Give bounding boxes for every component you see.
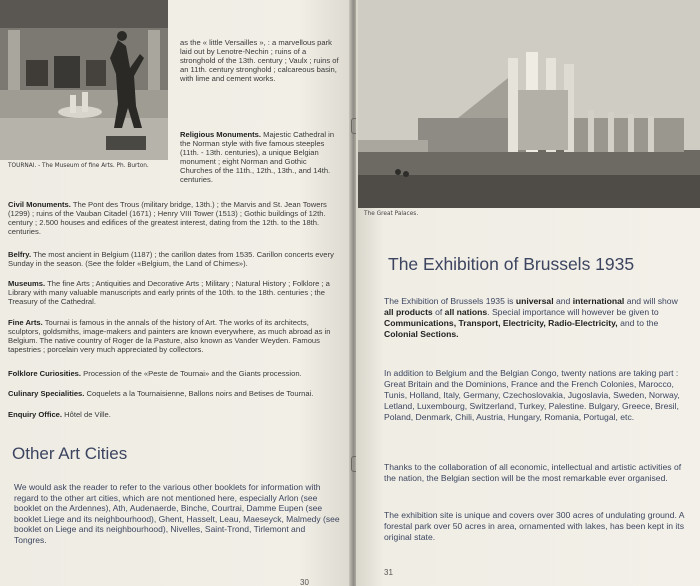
other-art-cities-heading: Other Art Cities [12,444,128,463]
intro-text-b: and will show [626,296,678,306]
intro-and: and [555,296,571,306]
belfry-paragraph [8,250,342,268]
intro-all-nations: all nations [444,307,488,317]
enquiry-label: Enquiry Office. [8,410,63,419]
culinary-label: Culinary Specialities. [8,389,85,398]
religious-monuments-text: Majestic Cathedral in the Norman style with five famous steeples (11th. - 13th. centuries), a unique Belgian monument ; eight Norman and Gothic Churches of the 11th., 12th., 13th., and 14th. centuries. [180,130,335,184]
exhibition-intro-paragraph: The Exhibition of Brussels 1935 is universal and international and will show all products of all nations. Special importance will however be given to Communications, Transport, Electricity, Radio-Electricity, and to the Colonial Sections. [384,296,678,339]
intro-all-products: all products [384,307,433,317]
folklore-text: Procession of the «Peste de Tournai» and the Giants procession. [83,369,302,378]
palaces-photo-caption: The Great Palaces. [364,211,419,217]
culinary-paragraph [8,389,342,398]
fine-arts-paragraph [8,318,342,354]
museums-paragraph [8,279,342,306]
right-page-number: 31 [384,568,393,577]
great-palaces-photo [358,0,700,208]
fine-arts-text: Tournai is famous in the annals of the history of Art. The works of its architects, sculptors, goldsmiths, image-makers and painters are known everywhere, as much abroad as in Belgium. The native country of Roger de la Pasture, also known as Vander Weyden. Famous tapestries ; porcelain very much appreciated by collectors. [8,318,331,354]
intro-international: international [572,296,625,306]
participating-nations-paragraph: In addition to Belgium and the Belgian Congo, twenty nations are taking part : Great Britain and the Dominions, France and the French Colonies, Marocco, Tunis, Holland, Italy, Germany, Czechoslovakia, Jugoslavia, Sweden, Norway, Letland, Luxembourg, Switzerland, Turkey, Palestine. Bulgary, Greece, Bresil, Poland, Denmark, Chili, Austria, Hungary, Romania, Portugal, etc. [384,368,680,422]
enquiry-text: Hôtel de Ville. [64,410,111,419]
intro-text-a: The Exhibition of Brussels 1935 is [384,296,514,306]
fine-arts-label: Fine Arts. [8,318,43,327]
culinary-text: Coquelets a la Tournaisienne, Ballons noirs and Betises de Tournai. [86,389,314,398]
exhibition-heading: The Exhibition of Brussels 1935 [388,254,635,274]
museum-illustration [0,0,168,160]
museums-text: The fine Arts ; Antiquities and Decorative Arts ; Military ; Natural History ; Folklore ; a Library with many valuable manuscripts and early prints of the 10th. to the 18th. centuries ; the Treasury of the Cathedral. [8,279,330,306]
other-art-cities-paragraph: We would ask the reader to refer to the various other booklets for information with regard to the other art cities, which are not mentioned here, especially Arlon (see booklet on the Ardennes), Ath, Audenaerde, Binche, Courtrai, Damme Eupen (see booklet Liege and its neighbourhood), Ghent, Hasselt, Leau, Maeseyck, Malmedy (see booklet on Liege and its neighbourhood), Nivelles, Saint-Trond, Tirlemont and Tongres. [14,482,340,545]
palace-illustration [358,0,700,208]
museum-photo [0,0,168,160]
belfry-text: The most ancient in Belgium (1187) ; the carillon dates from 1535. Carillon concerts every Sunday in the season. (See the folder «Belgium, the Land of Chimes»). [8,250,334,268]
intro-communications: Communications, Transport, Electricity, Radio-Electricity, [384,318,618,328]
intro-text-c: Special importance will however be given to [491,307,659,317]
museum-photo-caption: TOURNAI. - The Museum of fine Arts. Ph. Burton. [8,163,149,169]
exhibition-site-paragraph: The exhibition site is unique and covers over 300 acres of undulating ground. A forestal park over 50 acres in area, ornamented with lakes, has been kept in its original state. [384,510,685,542]
folklore-label: Folklore Curiosities. [8,369,82,378]
museums-label: Museums. [8,279,46,288]
belfry-label: Belfry. [8,250,32,259]
folklore-paragraph [8,369,342,378]
versailles-paragraph: as the « little Versailles », : a marvellous park laid out by Lenotre-Nechin ; ruins of a stronghold of the 13th. century ; Vaulx ; ruins of an 11th. century stronghold ; calcareous basin, with lime and cement works. [180,38,339,83]
intro-universal: universal [515,296,554,306]
intro-colonial: Colonial Sections. [384,329,459,339]
intro-of: of [435,307,443,317]
civil-monuments-paragraph [8,200,342,236]
collaboration-paragraph: Thanks to the collaboration of all economic, intellectual and artistic activities of the nation, the Belgian section will be the most remarkable ever organised. [384,462,682,483]
religious-monuments-paragraph [180,130,340,184]
religious-monuments-label: Religious Monuments. [180,130,262,139]
intro-and-to-the: and to the [620,318,659,328]
civil-monuments-label: Civil Monuments. [8,200,71,209]
civil-monuments-text: The Pont des Trous (military bridge, 13th.) ; the Marvis and St. Jean Towers (1299) ; ruins of the Vauban Citadel (1671) ; Henry VIII Tower (1513) ; Gothic buildings of 12th. century ; 2.500 houses and edifices of the greatest interest, dating from the 12th. to the 18th. centuries. [8,200,327,236]
enquiry-paragraph [8,410,342,419]
left-page-number: 30 [300,578,309,586]
